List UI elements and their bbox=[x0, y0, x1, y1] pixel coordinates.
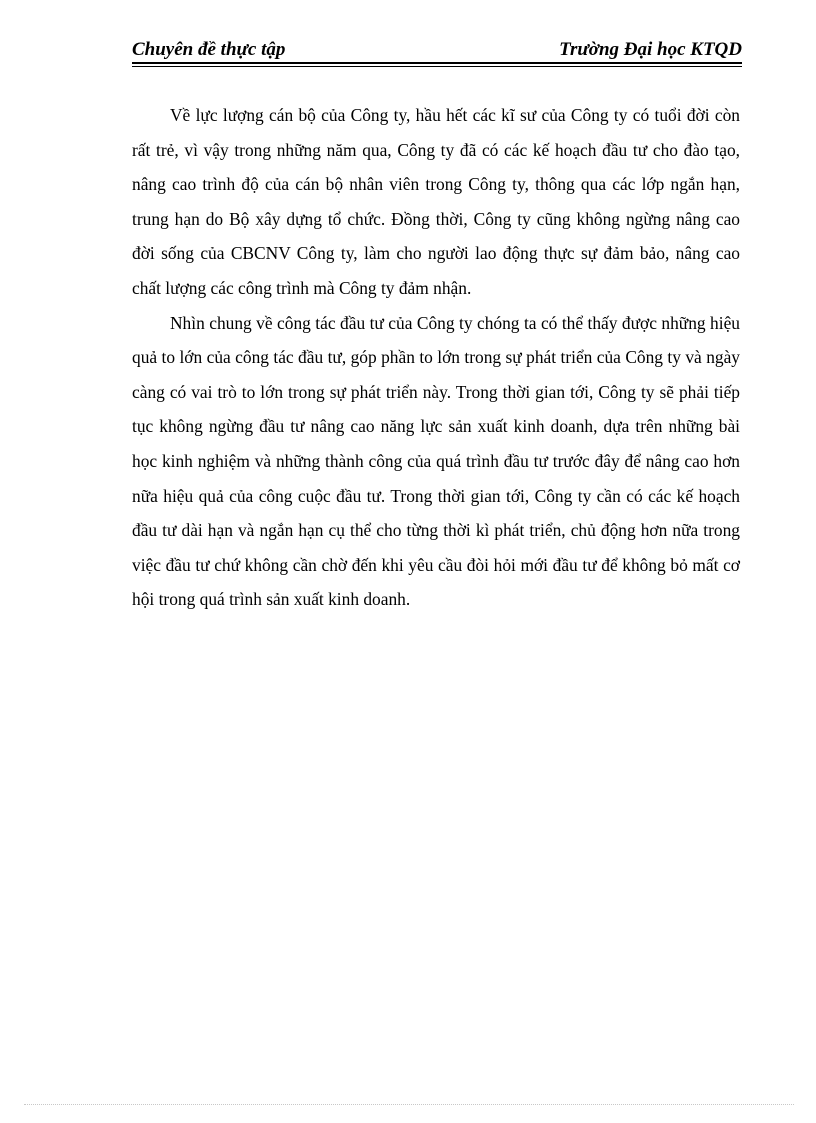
page-header bbox=[132, 36, 742, 64]
header-rule-thin bbox=[132, 66, 742, 67]
page-bottom-border bbox=[24, 1104, 794, 1105]
header-document-title: Chuyên đề thực tập bbox=[132, 39, 286, 60]
header-rule-thick bbox=[132, 62, 742, 64]
paragraph: Về lực lượng cán bộ của Công ty, hầu hết các kĩ sư của Công ty có tuổi đời còn rất trẻ, vì vậy trong những năm qua, Công ty đã có các kế hoạch đầu tư cho đào tạo, nâng cao trình độ của cán bộ nhân viên trong Công ty, thông qua các lớp ngắn hạn, trung hạn do Bộ xây dựng tổ chức. Đồng thời, Công ty cũng không ngừng nâng cao đời sống của CBCNV Công ty, làm cho người lao động thực sự đảm bảo, nâng cao chất lượng các công trình mà Công ty đảm nhận. bbox=[132, 105, 740, 298]
paragraph: Nhìn chung về công tác đầu tư của Công ty chóng ta có thể thấy được những hiệu quả to lớn của công tác đầu tư, góp phần to lớn trong sự phát triển của Công ty và ngày càng có vai trò to lớn trong sự phát triển này. Trong thời gian tới, Công ty sẽ phải tiếp tục không ngừng đầu tư nâng cao năng lực sản xuất kinh doanh, dựa trên những bài học kinh nghiệm và những thành công của quá trình đầu tư trước đây để nâng cao hơn nữa hiệu quả của công cuộc đầu tư. Trong thời gian tới, Công ty cần có các kế hoạch đầu tư dài hạn và ngắn hạn cụ thể cho từng thời kì phát triển, chủ động hơn nữa trong việc đầu tư chứ không cần chờ đến khi yêu cầu đòi hỏi mới đầu tư để không bỏ mất cơ hội trong quá trình sản xuất kinh doanh. bbox=[132, 312, 740, 610]
body-text bbox=[132, 98, 740, 617]
header-institution: Trường Đại học KTQD bbox=[559, 39, 742, 60]
